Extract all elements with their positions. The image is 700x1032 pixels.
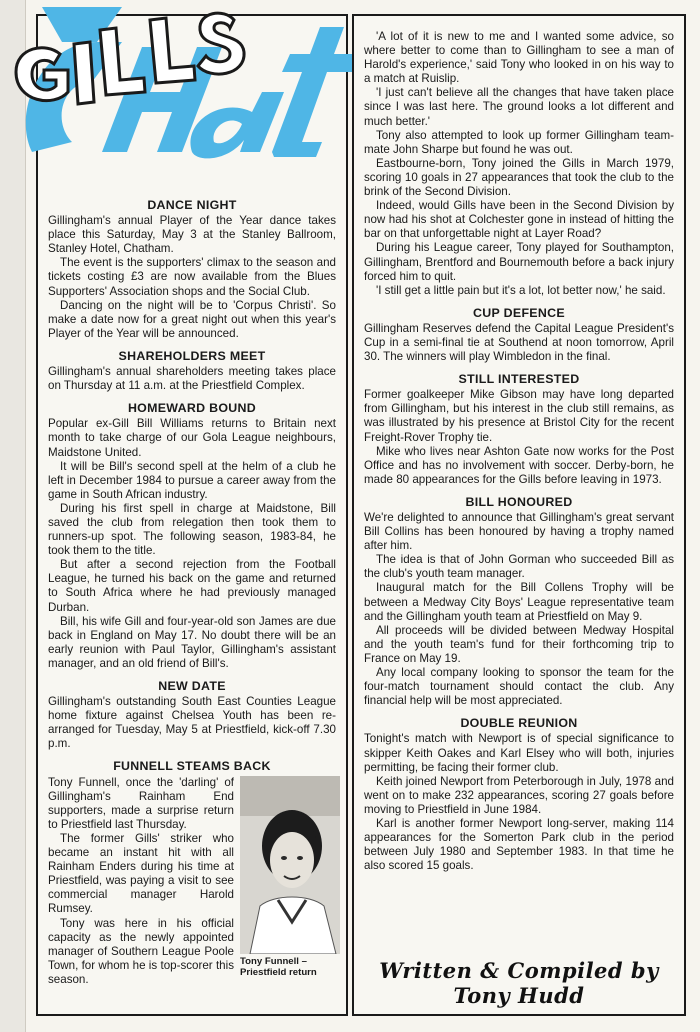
section-heading-bill-honoured: BILL HONOURED xyxy=(465,494,573,509)
paragraph: Popular ex-Gill Bill Williams returns to Britain next month to take charge of our Gola League neighbours, Maidstone United. xyxy=(48,417,336,459)
paragraph: Former goalkeeper Mike Gibson may have long departed from Gillingham, but his interest in the club still remains, as was illustrated by his presence at Bristol City for the recent Freight-Rover Trophy tie. xyxy=(364,388,674,444)
tony-funnell-photo xyxy=(240,776,340,954)
paragraph: During his League career, Tony played for Southampton, Gillingham, Brentford and Bournemouth before a back injury forced him to quit. xyxy=(364,241,674,283)
paragraph: Gillingham's annual shareholders meeting takes place on Thursday at 11 a.m. at the Priestfield Complex. xyxy=(48,365,336,393)
paragraph: Karl is another former Newport long-server, making 114 appearances for the Somerton Park club in the period between July 1980 and September 1983. In that time he also scored 15 goals. xyxy=(364,816,674,873)
paragraph: Tonight's match with Newport is of special significance to skipper Keith Oakes and Karl Elsey who will both, injuries permitting, be facing their former club. xyxy=(364,732,674,774)
paragraph: Tony Funnell, once the 'darling' of Gillingham's Rainham End supporters, made a surprise return to Priestfield last Thursday. xyxy=(48,775,234,831)
paragraph: 'I still get a little pain but it's a lot, lot better now,' he said. xyxy=(376,283,666,297)
section-heading-dance-night: DANCE NIGHT xyxy=(147,198,237,212)
paragraph: Gillingham's annual Player of the Year dance takes place this Saturday, May 3 at the Stanley Ballroom, Stanley Hotel, Chatham. xyxy=(48,214,336,256)
section-heading-shareholders-meet: SHAREHOLDERS MEET xyxy=(118,348,266,363)
caption-line: Priestfield return xyxy=(240,966,317,978)
paragraph: Inaugural match for the Bill Collens Trophy will be between a Medway City Boys' League representative team and the Gillingham youth team at Priestfield on May 9. xyxy=(364,581,674,623)
paragraph: During his first spell in charge at Maidstone, Bill saved the club from relegation then took them to runners-up spot. The following season, 1983-84, he took them to the title. xyxy=(48,501,336,558)
paragraph: 'I just can't believe all the changes that have taken place since I was last here. The ground looks a lot different and much better.' xyxy=(364,86,674,128)
right-column-content xyxy=(364,30,674,873)
paragraph: Indeed, would Gills have been in the Second Division by now had his shot at Colchester gone in instead of hitting the bar on that unforgettable night at Layer Road? xyxy=(364,199,674,241)
section-heading-double-reunion: DOUBLE REUNION xyxy=(460,716,578,731)
right-column xyxy=(352,14,686,1016)
paragraph: The idea is that of John Gorman who succeeded Bill as the club's youth team manager. xyxy=(364,553,674,581)
paragraph: But after a second rejection from the Football League, he turned his back on the game and returned to South Africa where he had previously managed Durban. xyxy=(48,558,336,614)
masthead-logo xyxy=(2,2,352,192)
tony-funnell-photo-frame xyxy=(240,776,340,978)
paragraph: Eastbourne-born, Tony joined the Gills in March 1979, scoring 10 goals in 27 appearances that took the club to the brink of the Second Division. xyxy=(364,156,674,199)
paragraph: Bill, his wife Gill and four-year-old son James are due back in England on May 17. No doubt there will be an early reunion with Paul Taylor, Gillingham's assistant manager, and an old friend of Bill's. xyxy=(48,614,336,670)
paragraph: Any local company looking to sponsor the team for the four-match tournament should contact the club. Any financial help will be most appreciated. xyxy=(364,666,674,708)
paragraph: Keith joined Newport from Peterborough in July, 1978 and went on to make 232 appearances, scoring 27 goals before moving to Priestfield in June 1984. xyxy=(364,774,674,816)
gills-chat-masthead xyxy=(2,2,352,192)
section-heading-cup-defence: CUP DEFENCE xyxy=(473,305,565,320)
left-column-content xyxy=(48,198,336,987)
paragraph: Gillingham Reserves defend the Capital League President's Cup in a semi-final tie at Southend at noon tomorrow, April 30. The winners will play Wimbledon in the final. xyxy=(364,321,674,364)
paragraph: 'A lot of it is new to me and I wanted some advice, so where better to come than to Gillingham to see a man of Harold's experience,' said Tony who looked in on his way to a match at Ruislip. xyxy=(364,30,674,86)
paragraph: Gillingham's outstanding South East Counties League home fixture against Chelsea Youth has been re-arranged for Tuesday, May 5 at Priestfield, kick-off 7.30 p.m. xyxy=(48,695,336,751)
section-heading-funnell-steams-back: FUNNELL STEAMS BACK xyxy=(113,759,271,774)
paragraph: Mike who lives near Ashton Gate now works for the Post Office and has no involvement with soccer. Derby-born, he made 80 appearances for the Gills before leaving in 1973. xyxy=(364,444,674,486)
paragraph: We're delighted to announce that Gillingham's great servant Bill Collins has been honoured by having a trophy named after him. xyxy=(364,511,674,553)
section-heading-new-date: NEW DATE xyxy=(158,679,226,693)
caption-line: Tony Funnell – xyxy=(240,955,307,967)
paragraph: The event is the supporters' climax to the season and tickets costing £3 are now available from the Blues Supporters' Association shops and the Social Club. xyxy=(48,256,336,298)
funnell-article xyxy=(48,776,336,987)
paragraph: All proceeds will be divided between Medway Hospital and the youth team's fund for their forthcoming trip to France on May 19. xyxy=(364,623,674,665)
portrait-image xyxy=(240,776,340,954)
paragraph: The former Gills' striker who became an instant hit with all Rainham Enders during his time at Priestfield, was paying a visit to see commercial manager Harold Rumsey. xyxy=(48,831,234,916)
section-heading-homeward-bound: HOMEWARD BOUND xyxy=(127,401,257,416)
paragraph: It will be Bill's second spell at the helm of a club he left in December 1984 to pursue a career away from the game in South African industry. xyxy=(48,459,336,501)
paragraph: Dancing on the night will be to 'Corpus Christi'. So make a date now for a great night out when this year's Player of the Year will be announced. xyxy=(48,298,336,340)
author-signature: Written & Compiled by Tony Hudd xyxy=(379,958,659,1008)
left-column xyxy=(36,14,348,1016)
section-heading-still-interested: STILL INTERESTED xyxy=(458,372,580,387)
paragraph: Tony was here in his official capacity as the newly appointed manager of Southern League Poole Town, for whom he is top-scorer this season. xyxy=(48,916,234,986)
photo-caption xyxy=(240,956,340,978)
paragraph: Tony also attempted to look up former Gillingham team-mate John Sharpe but found he was out. xyxy=(364,128,674,156)
